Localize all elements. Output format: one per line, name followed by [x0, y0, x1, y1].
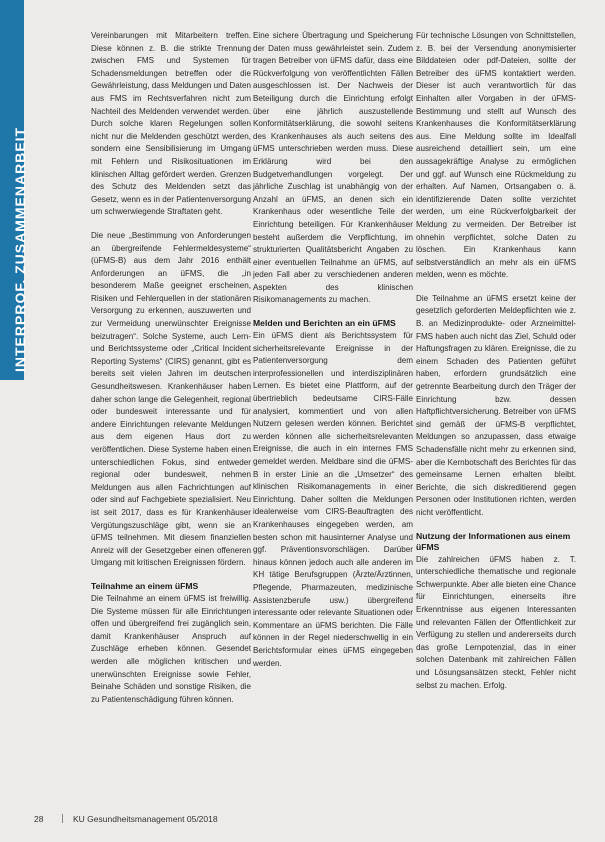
section-tab-label: INTERPROF. ZUSAMMENARBEIT [12, 126, 28, 372]
paragraph: Die Teilnahme an einem üFMS ist freiwillig. Die Systeme müssen für alle Einrichtungen offen und übergreifend frei zugänglich sein, damit Krankenhäuser Anspruch auf Zuschläge erheben können. Gesendet werden alle möglichen kritischen und unerwünschten Ereignisse sowie Fehler, Beinahe Schäden und sonstige Risiken, die zu Patientenschädigung führen können. [91, 593, 251, 704]
text-column-3 [416, 30, 576, 703]
section-heading: Nutzung der Informationen aus einem üFMS [416, 530, 571, 552]
footer-divider [62, 814, 63, 823]
paragraph: Vereinbarungen mit Mitarbeitern treffen. Diese können z. B. die strikte Trennung zwischen FMS und Systemen für Schadensmeldungen betreffen oder die Gewährleistung, dass Meldungen und Daten aus FMS im Rechtsverfahren nicht zum Nachteil des Meldenden verwendet werden. Durch solche klaren Regelungen sollen nicht nur die Meldenden geschützt werden, sondern eine Sensibilisierung im Umgang mit Fehlern und Risikosituationen im klinischen Alltag gefördert werden. Grenzen des Schutz des Meldenden setzt das Gesetz, wenn es in der Patientenversorgung um schwerwiegende Straftaten geht. [91, 31, 251, 217]
page-footer [34, 814, 218, 824]
section-heading: Teilnahme an einem üFMS [91, 580, 199, 591]
paragraph: Ein üFMS dient als Berichtssystem für sicherheitsrelevante Ereignisse in der Patientenversorgung dem interprofessionellen und interdisziplinären Lernen. Es bietet eine Plattform, auf der übertrieblich bedeutsame CIRS-Fälle analysiert, kommentiert und von allen Nutzern gelesen werden können. Berichtet werden können alle sicherheitsrelevanten Ereignisse, die auch in ein internes FMS gemeldet werden. Meldbare sind die üFMS-B in erster Linie an die „Umsetzer“ des klinischen Risikomanagements in einer Einrichtung. Daher sollten die Meldungen idealerweise vom CIRS-Beauftragten des Krankenhauses eingegeben werden, am besten schon mit hausinterner Analyse und ggf. Präventionsvorschlägen. Darüber hinaus können jedoch auch alle anderen im KH tätige Berufsgruppen (Ärzte/Ärztinnen, Pflegende, Pharmazeuten, medizinische Assistenzberufe usw.) übergreifend interessante oder relevante Situationen oder Kommentare an üFMS berichten. Die Fälle können in der Regel niederschwellig in ein Berichtsformular eines üFMS eingegeben werden. [253, 331, 413, 668]
paragraph: Die Teilnahme an üFMS ersetzt keine der gesetzlich geforderten Meldepflichten wie z. B. an Medizinprodukte- oder Arzneimittel-FMS haben auch nicht das Ziel, Schuld oder Haftungsfragen zu klären. Ereignisse, die zu einem Schaden des Patienten geführt haben, erfordern grundsätzlich eine getrennte Bearbeitung durch den Träger der Einrichtung bzw. dessen Haftpflichtversicherung. Betreiber von üFMS sind gemäß der üFMS-B verpflichtet, Meldungen so anzupassen, dass etwaige Schadensfälle nicht mehr zu erkennen sind, aber die Kernbotschaft des Berichtes für das gemeinsame Lernen erhalten bleibt. Berichte, die sich diskreditierend gegen Personen oder Institutionen richten, werden nicht veröffentlicht. [416, 293, 576, 517]
paragraph: Für technische Lösungen von Schnittstellen, z. B. bei der Versendung anonymisierter Bilddateien oder pdf-Dateien, sollte der Betreiber des üFMS kontaktiert werden. Dieser ist auch verantwortlich für das Einhalten aller Vorgaben in der üFMS-Bestimmung und stellt auf Wunsch des Krankenhauses die Konformitätserklärung aus. Eine Meldung sollte im Idealfall ausreichend detailliert sein, um eine aussagekräftige Analyse zu ermöglichen und ggf. auf Wunsch eine Rückmeldung zu erhalten. Auf Namen, Ortsangaben o. ä. identifizierende Daten sollte verzichtet werden, um eine Rückverfolgbarkeit der Meldung zu vermeiden. Der Betreiber ist ohnehin verpflichtet, solche Daten zu löschen. Ein Krankenhaus kann selbstverständlich an mehr als ein üFMS melden, wenn es möchte. [416, 31, 576, 280]
paragraph: Die neue „Bestimmung von Anforderungen an übergreifende Fehlermeldesysteme“ (üFMS-B) aus dem Jahr 2016 enthält Anforderungen an üFMS, die „in besonderem Maße geeignet erscheinen, Risiken und Fehlerquellen in der stationären Versorgung zu erkennen, auszuwerten und zur Vermeidung unerwünschter Ereignisse beizutragen“. Solche Systeme, auch Lern- und Berichtssysteme oder „Critical Incident Reporting Systems“ (CIRS) genannt, gibt es bereits seit vielen Jahren im deutschen Gesundheitswesen. Krankenhäuser haben daher schon lange die Gelegenheit, regional oder bundesweit interessante und für andere Einrichtungen relevante Meldungen aus dem eigenen Haus dort zu veröffentlichen. Diese Systeme haben einen unterschiedlichen Fokus, sind entweder regional oder bundesweit, nehmen Meldungen aus allen Fachrichtungen auf oder sind auf Fachgebiete spezialisiert. Neu ist seit 2017, dass es für Krankenhäuser Vergütungszuschläge gibt, wenn sie an üFMS teilnehmen. Mit diesem finanziellen Anreiz will der Gesetzgeber einen offeneren Umgang mit kritischen Ereignissen fördern. [91, 230, 251, 568]
section-heading: Melden und Berichten an ein üFMS [253, 318, 396, 329]
section-tab [0, 0, 28, 380]
paragraph: Eine sichere Übertragung und Speicherung der Daten muss gewährleistet sein. Zudem tragen Betreiber von üFMS dafür, dass eine Rückverfolgung von veröffentlichten Fällen ausgeschlossen ist. Der Nachweis der Beteiligung durch die Einrichtung erfolgt über eine jährlich auszustellende Konformitätserklärung, die sowohl seitens des Krankenhauses als auch seitens des üFMS unterschrieben werden muss. Diese Erklärung wird bei den Budgetverhandlungen vorgelegt. Der jährliche Zuschlag ist unabhängig von der Anzahl an üFMS, an denen sich ein Krankenhaus oder wesentliche Teile der Einrichtung beteiligen. Für Krankenhäuser besteht außerdem die Verpflichtung, im strukturierten Qualitätsbericht Angaben zu einer eventuellen Teilnahme an üFMS, auf jeden Fall aber zu verschiedenen anderen Aspekten des klinischen Risikomanagements zu machen. [253, 31, 413, 305]
publication-name: KU Gesundheitsmanagement 05/2018 [73, 814, 218, 824]
page-number: 28 [34, 814, 44, 824]
text-column-2 [253, 30, 413, 681]
text-column-1 [91, 30, 251, 717]
paragraph: Die zahlreichen üFMS haben z. T. unterschiedliche thematische und regionale Schwerpunkte. Aber alle bieten eine Chance für Einrichtungen, einerseits ihre Erkenntnisse aus eigenen Interessanten und relevanten Fällen der Öffentlichkeit zur Verfügung zu stellen und andererseits durch das große Lernpotenzial, das in einer solchen Datenbank mit zahlreichen Fällen und Lösungsansätzen steckt, Fehler nicht selbst zu machen. Erfolg. [416, 554, 576, 690]
